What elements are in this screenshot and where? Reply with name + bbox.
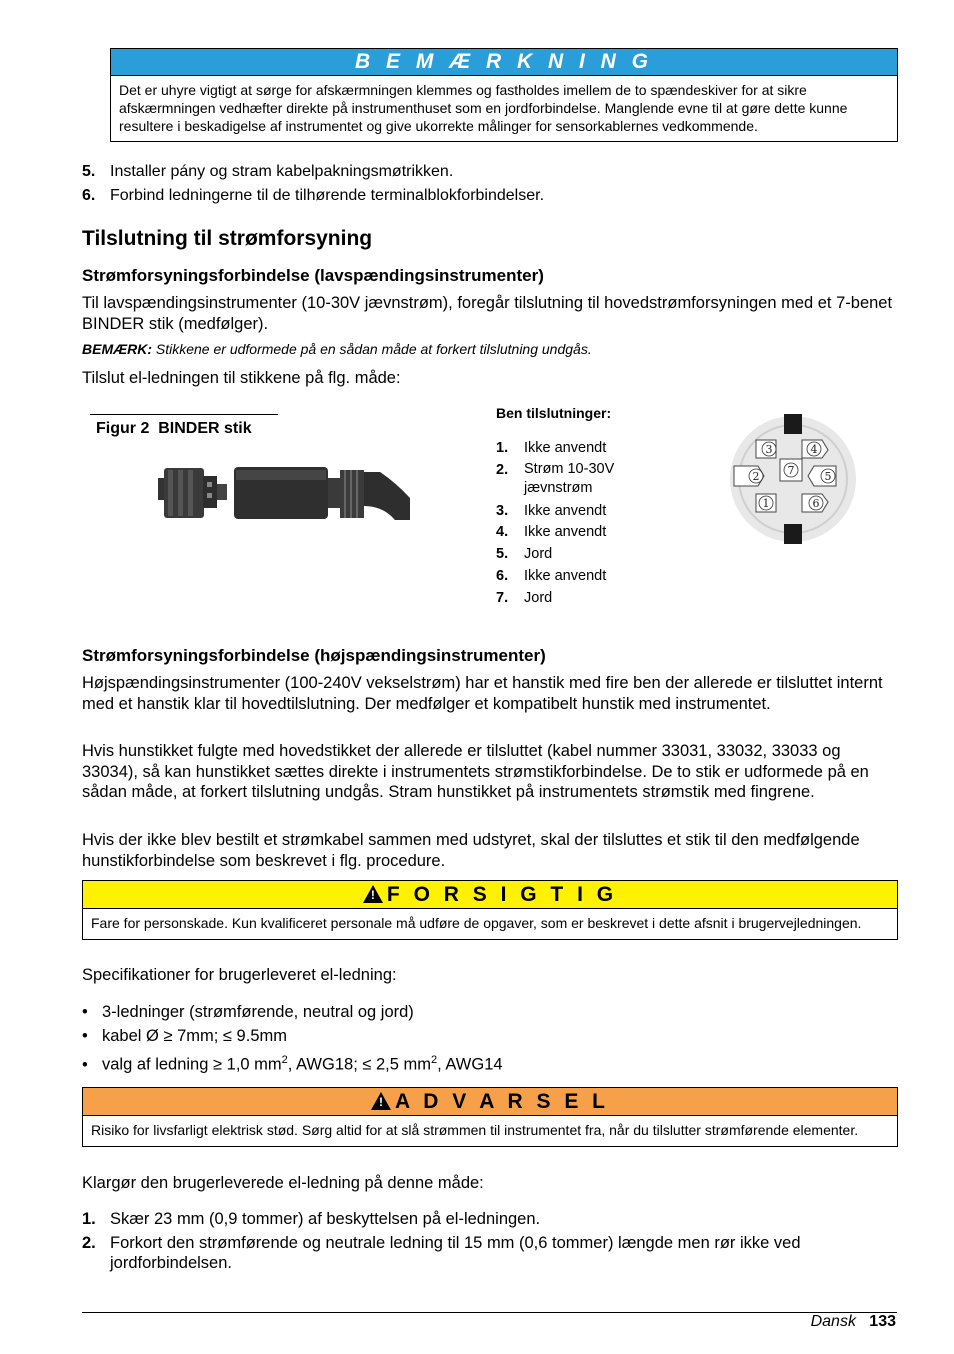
notice-box (110, 48, 898, 142)
figure-rule (90, 414, 278, 415)
notice-text: Det er uhyre vigtigt at sørge for afskærmningen klemmes og fastholdes imellem de to spændeskiver for at sikre afskærmningen vedhæfter direkte på instrumenthuset som en jordforbindelse. Manglende evne til at gøre dette kunne resultere i beskadigelse af instrumentet og give ukorrekte målinger for sensorkablernes vedkommende. (119, 82, 848, 134)
list-item: • kabel Ø ≥ 7mm; ≤ 9.5mm (82, 1027, 287, 1045)
caution-text: Fare for personskade. Kun kvalificeret personale må udføre de opgaver, som er beskrevet i dette afsnit i brugervejledningen. (91, 915, 862, 931)
hv-paragraph-3: Hvis der ikke blev bestilt et strømkabel sammen med udstyret, skal der tilsluttes et stik til den medfølgende hunstikforbindelse som beskrevet i flg. procedure. (82, 831, 860, 870)
pin-number: 6. (496, 567, 509, 584)
note-label: BEMÆRK: (82, 341, 152, 357)
pin-text: Strøm 10-30V jævnstrøm (524, 460, 615, 497)
list-item-text: 3-ledninger (strømførende, neutral og jord) (102, 1003, 414, 1021)
pin-text: Ikke anvendt (524, 567, 607, 584)
notice-title: B E M Æ R K N I N G (111, 49, 897, 76)
warning-triangle-icon: ! (371, 1092, 391, 1110)
pin-number: 4. (496, 524, 509, 541)
warning-header (83, 1088, 897, 1116)
superscript: 2 (281, 1054, 288, 1066)
pin-label: 5 (824, 470, 832, 483)
step-6 (82, 186, 897, 206)
list-item: • valg af ledning ≥ 1,0 $mm^2$, AWG18; ≤ 2,5 $mm^2$, AWG14 (82, 1054, 503, 1074)
warning-title: A D V A R S E L (394, 1090, 609, 1113)
prep-step-2 (82, 1233, 897, 1273)
note-text: Stikkene er udformede på en sådan måde at forkert tilslutning undgås. (155, 341, 592, 357)
pin-text: Ikke anvendt (524, 440, 607, 456)
list-item-text: , AWG14 (437, 1055, 503, 1074)
pin-label: 4 (810, 443, 818, 456)
step-number: 1. (82, 1210, 96, 1228)
pin-label: 1 (762, 497, 770, 510)
step-number: 5. (82, 163, 96, 180)
pin-item (496, 566, 656, 588)
figure-title: BINDER stik (158, 420, 252, 437)
hv-heading: Strømforsyningsforbindelse (højspændingsinstrumenter) (82, 646, 546, 665)
figure-number: Figur 2 (96, 420, 150, 437)
pin-number: 3. (496, 502, 509, 519)
pin-label: 3 (765, 443, 773, 456)
pin-text: Ikke anvendt (524, 524, 607, 541)
caution-box (82, 880, 898, 940)
pin-label: 7 (787, 464, 795, 477)
footer-language: Dansk (810, 1313, 856, 1330)
hv-paragraph-2: Hvis hunstikket fulgte med hovedstikket der allerede er tilsluttet (kabel nummer 33031, 33032, 33033 og 33034), så kan hunstikket sættes direkte i instrumentets strømstikforbindelse. De to stik er udformede på en sådan måde, at forkert tilslutning undgås. Stram hunstikket på instrumentets strømstik med fingrene. (82, 742, 869, 801)
pin-text: Jord (524, 589, 553, 606)
lv-heading: Strømforsyningsforbindelse (lavspændingsinstrumenter) (82, 266, 544, 285)
lv-connect-text: Tilslut el-ledningen til stikkene på flg. måde: (82, 369, 401, 387)
pin-item (496, 438, 656, 460)
superscript: 2 (431, 1054, 438, 1066)
pin-number: 1. (496, 440, 509, 456)
pin-number: 7. (496, 589, 509, 606)
spec-list (82, 1000, 897, 1077)
pin-number: 5. (496, 546, 509, 563)
pins-title: Ben tilslutninger: (496, 405, 612, 421)
section-title: Tilslutning til strømforsyning (82, 227, 373, 250)
pins-list (496, 438, 656, 609)
warning-text: Risiko for livsfarligt elektrisk stød. Sørg altid for at slå strømmen til instrumentet fra, når du tilslutter strømførende elementer. (91, 1122, 859, 1138)
prep-intro: Klargør den brugerleverede el-ledning på denne måde: (82, 1174, 484, 1192)
pin-item (496, 501, 656, 523)
footer (811, 1313, 896, 1331)
spec-intro: Specifikationer for brugerleveret el-ledning: (82, 966, 397, 984)
step-5 (82, 162, 897, 182)
caution-header (83, 881, 897, 909)
pin-text: Ikke anvendt (524, 502, 607, 519)
lv-note (82, 341, 592, 357)
list-item-text: kabel Ø ≥ 7mm; ≤ 9.5mm (102, 1027, 287, 1045)
pin-text: Jord (524, 546, 553, 563)
pin-item (496, 588, 656, 610)
warning-box (82, 1087, 898, 1147)
pin-label: 2 (752, 470, 760, 483)
pin-number: 2. (496, 461, 509, 478)
caution-title: F O R S I G T I G (386, 883, 618, 906)
step-text: Forkort den strømførende og neutrale ledning til 15 mm (0,6 tommer) længde men rør ikke ved jordforbindelsen. (110, 1234, 801, 1272)
step-text: Forbind ledningerne til de tilhørende terminalblokforbindelser. (110, 187, 545, 204)
step-number: 6. (82, 187, 96, 204)
figure-caption (96, 420, 252, 438)
pin-item (496, 522, 656, 544)
page-number: 133 (869, 1313, 896, 1330)
pin-label: 6 (812, 497, 820, 510)
list-item: • 3-ledninger (strømførende, neutral og jord) (82, 1003, 414, 1021)
warning-triangle-icon: ! (363, 885, 383, 903)
step-number: 2. (82, 1234, 96, 1252)
pin-item (496, 460, 656, 501)
pin-diagram (728, 414, 858, 544)
binder-connector-image (155, 460, 415, 526)
hv-paragraph-1: Højspændingsinstrumenter (100-240V vekselstrøm) har et hanstik med fire ben der allerede er tilsluttet internt med et hanstik klar til hovedtilslutning. Der medfølger et kompatibelt hunstik med instrumentet. (82, 674, 883, 713)
pin-item (496, 544, 656, 566)
list-item-text: , AWG18; ≤ 2,5 mm (287, 1055, 432, 1074)
step-text: Skær 23 mm (0,9 tommer) af beskyttelsen på el-ledningen. (110, 1210, 541, 1228)
list-item-text: valg af ledning ≥ 1,0 mm (102, 1055, 282, 1074)
footer-rule (82, 1312, 897, 1313)
prep-step-1 (82, 1209, 897, 1229)
step-text: Installer pány og stram kabelpakningsmøtrikken. (110, 163, 454, 180)
lv-paragraph: Til lavspændingsinstrumenter (10-30V jævnstrøm), foregår tilslutning til hovedstrømforsyningen med et 7-benet BINDER stik (medfølger). (82, 294, 893, 333)
